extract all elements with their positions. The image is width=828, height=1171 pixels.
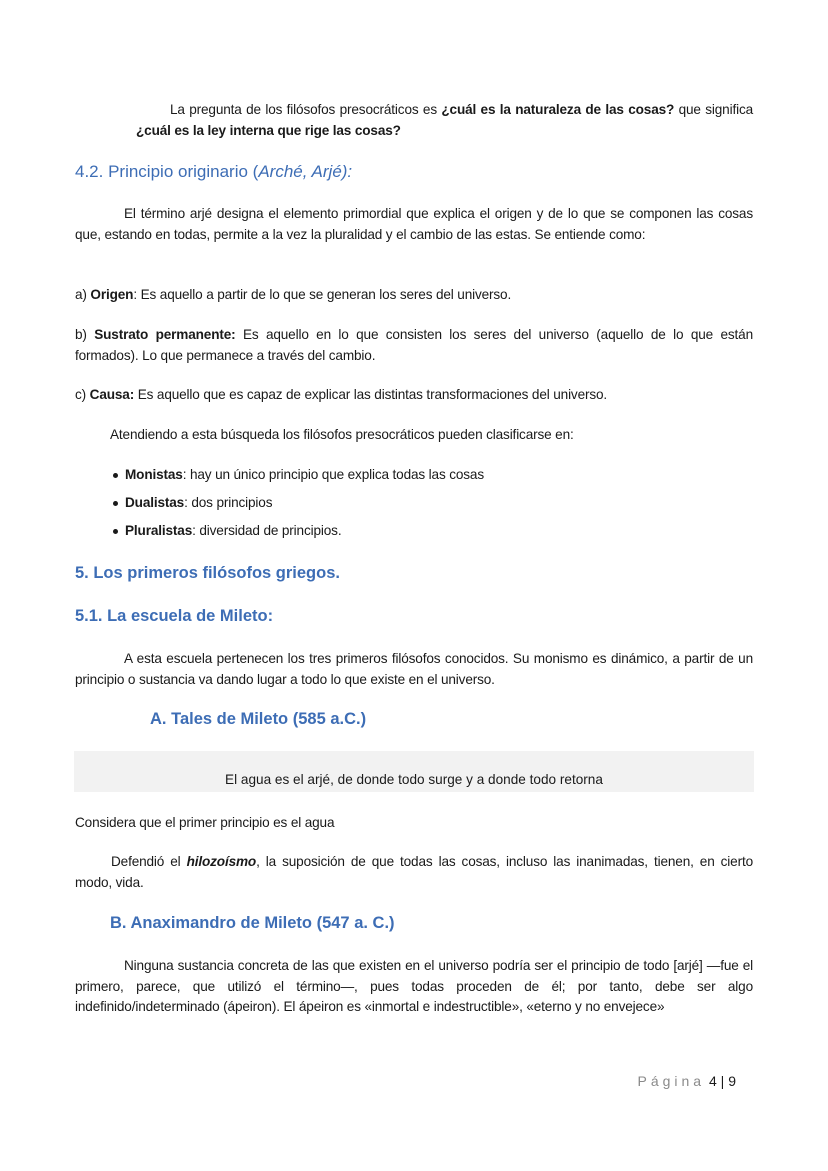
t: Es aquello en lo que consisten los seres del universo (aquello de lo que están formados). Lo que permanece a través del cambio. bbox=[75, 327, 753, 363]
considera-paragraph: Considera que el primer principio es el agua bbox=[75, 815, 335, 830]
heading-text: 4.2. Principio originario ( bbox=[75, 162, 259, 181]
t: : dos principios bbox=[184, 495, 273, 510]
page-total: 9 bbox=[728, 1073, 736, 1089]
t: : Es aquello a partir de lo que se generan los seres del universo. bbox=[133, 287, 512, 302]
arje-paragraph: El término arjé designa el elemento primordial que explica el origen y de lo que se componen las cosas que, estando en todas, permite a la vez la pluralidad y el cambio de las estas. Se entiende como: bbox=[75, 206, 753, 242]
intro-paragraph bbox=[136, 100, 753, 141]
quote-text: El agua es el arjé, de donde todo surge y a donde todo retorna bbox=[225, 772, 603, 787]
item-sustrato bbox=[75, 325, 753, 366]
page-footer bbox=[638, 1073, 737, 1089]
text: La pregunta de los filósofos presocráticos es bbox=[170, 102, 442, 117]
separator: | bbox=[716, 1073, 729, 1089]
item-origen bbox=[75, 285, 753, 306]
t: b) bbox=[75, 327, 95, 342]
heading-4-2 bbox=[75, 162, 352, 182]
t: : diversidad de principios. bbox=[192, 523, 342, 538]
hilozoismo-paragraph bbox=[75, 852, 753, 893]
bold-italic-term: hilozoísmo bbox=[186, 854, 257, 869]
anaximandro-paragraph: Ninguna sustancia concreta de las que existen en el universo podría ser el principio de todo [arjé] —fue el primero, parece, que utilizó el término—, pues todas proceden de él; por tanto, debe ser algo indefinido/indeterminado (ápeiron). El ápeiron es «inmortal e indestructible», «eterno y no envejece» bbox=[75, 958, 753, 1014]
quote-box bbox=[74, 751, 754, 792]
b: Dualistas bbox=[125, 495, 185, 510]
t: : hay un único principio que explica todas las cosas bbox=[182, 467, 484, 482]
b: Origen bbox=[90, 287, 134, 302]
list-item bbox=[75, 521, 753, 549]
b: Monistas bbox=[125, 467, 183, 482]
bullet-list bbox=[75, 465, 753, 549]
page-label: Página bbox=[637, 1073, 706, 1089]
mileto-paragraph: A esta escuela pertenecen los tres primeros filósofos conocidos. Su monismo es dinámico, a partir de un principio o sustancia va dando lugar a todo lo que existe en el universo. bbox=[75, 651, 753, 687]
clasif-paragraph: Atendiendo a esta búsqueda los filósofos presocráticos pueden clasificarse en: bbox=[110, 427, 574, 442]
b: Causa: bbox=[89, 387, 135, 402]
bold-question: ¿cuál es la naturaleza de las cosas? bbox=[441, 102, 675, 117]
bold-question: ¿cuál es la ley interna que rige las cosas? bbox=[136, 122, 401, 138]
b: Sustrato permanente: bbox=[94, 327, 236, 342]
heading-5-1: 5.1. La escuela de Mileto: bbox=[75, 607, 274, 625]
list-item bbox=[75, 493, 753, 521]
heading-italic: Arché, Arjé): bbox=[258, 162, 353, 181]
heading-tales: A. Tales de Mileto (585 a.C.) bbox=[150, 710, 367, 728]
t: , la suposición de que todas las cosas, incluso las inanimadas, tienen, en cierto modo, vida. bbox=[75, 854, 753, 890]
t: a) bbox=[75, 287, 91, 302]
list-item bbox=[75, 465, 753, 493]
heading-anaximandro: B. Anaximandro de Mileto (547 a. C.) bbox=[110, 914, 395, 932]
heading-5: 5. Los primeros filósofos griegos. bbox=[75, 564, 340, 582]
page-number: 4 bbox=[708, 1073, 717, 1089]
text: que significa bbox=[674, 102, 754, 117]
t: c) bbox=[75, 387, 90, 402]
item-causa bbox=[75, 385, 753, 406]
t: Defendió el bbox=[111, 854, 187, 869]
t: Es aquello que es capaz de explicar las distintas transformaciones del universo. bbox=[134, 387, 608, 402]
b: Pluralistas bbox=[125, 523, 193, 538]
